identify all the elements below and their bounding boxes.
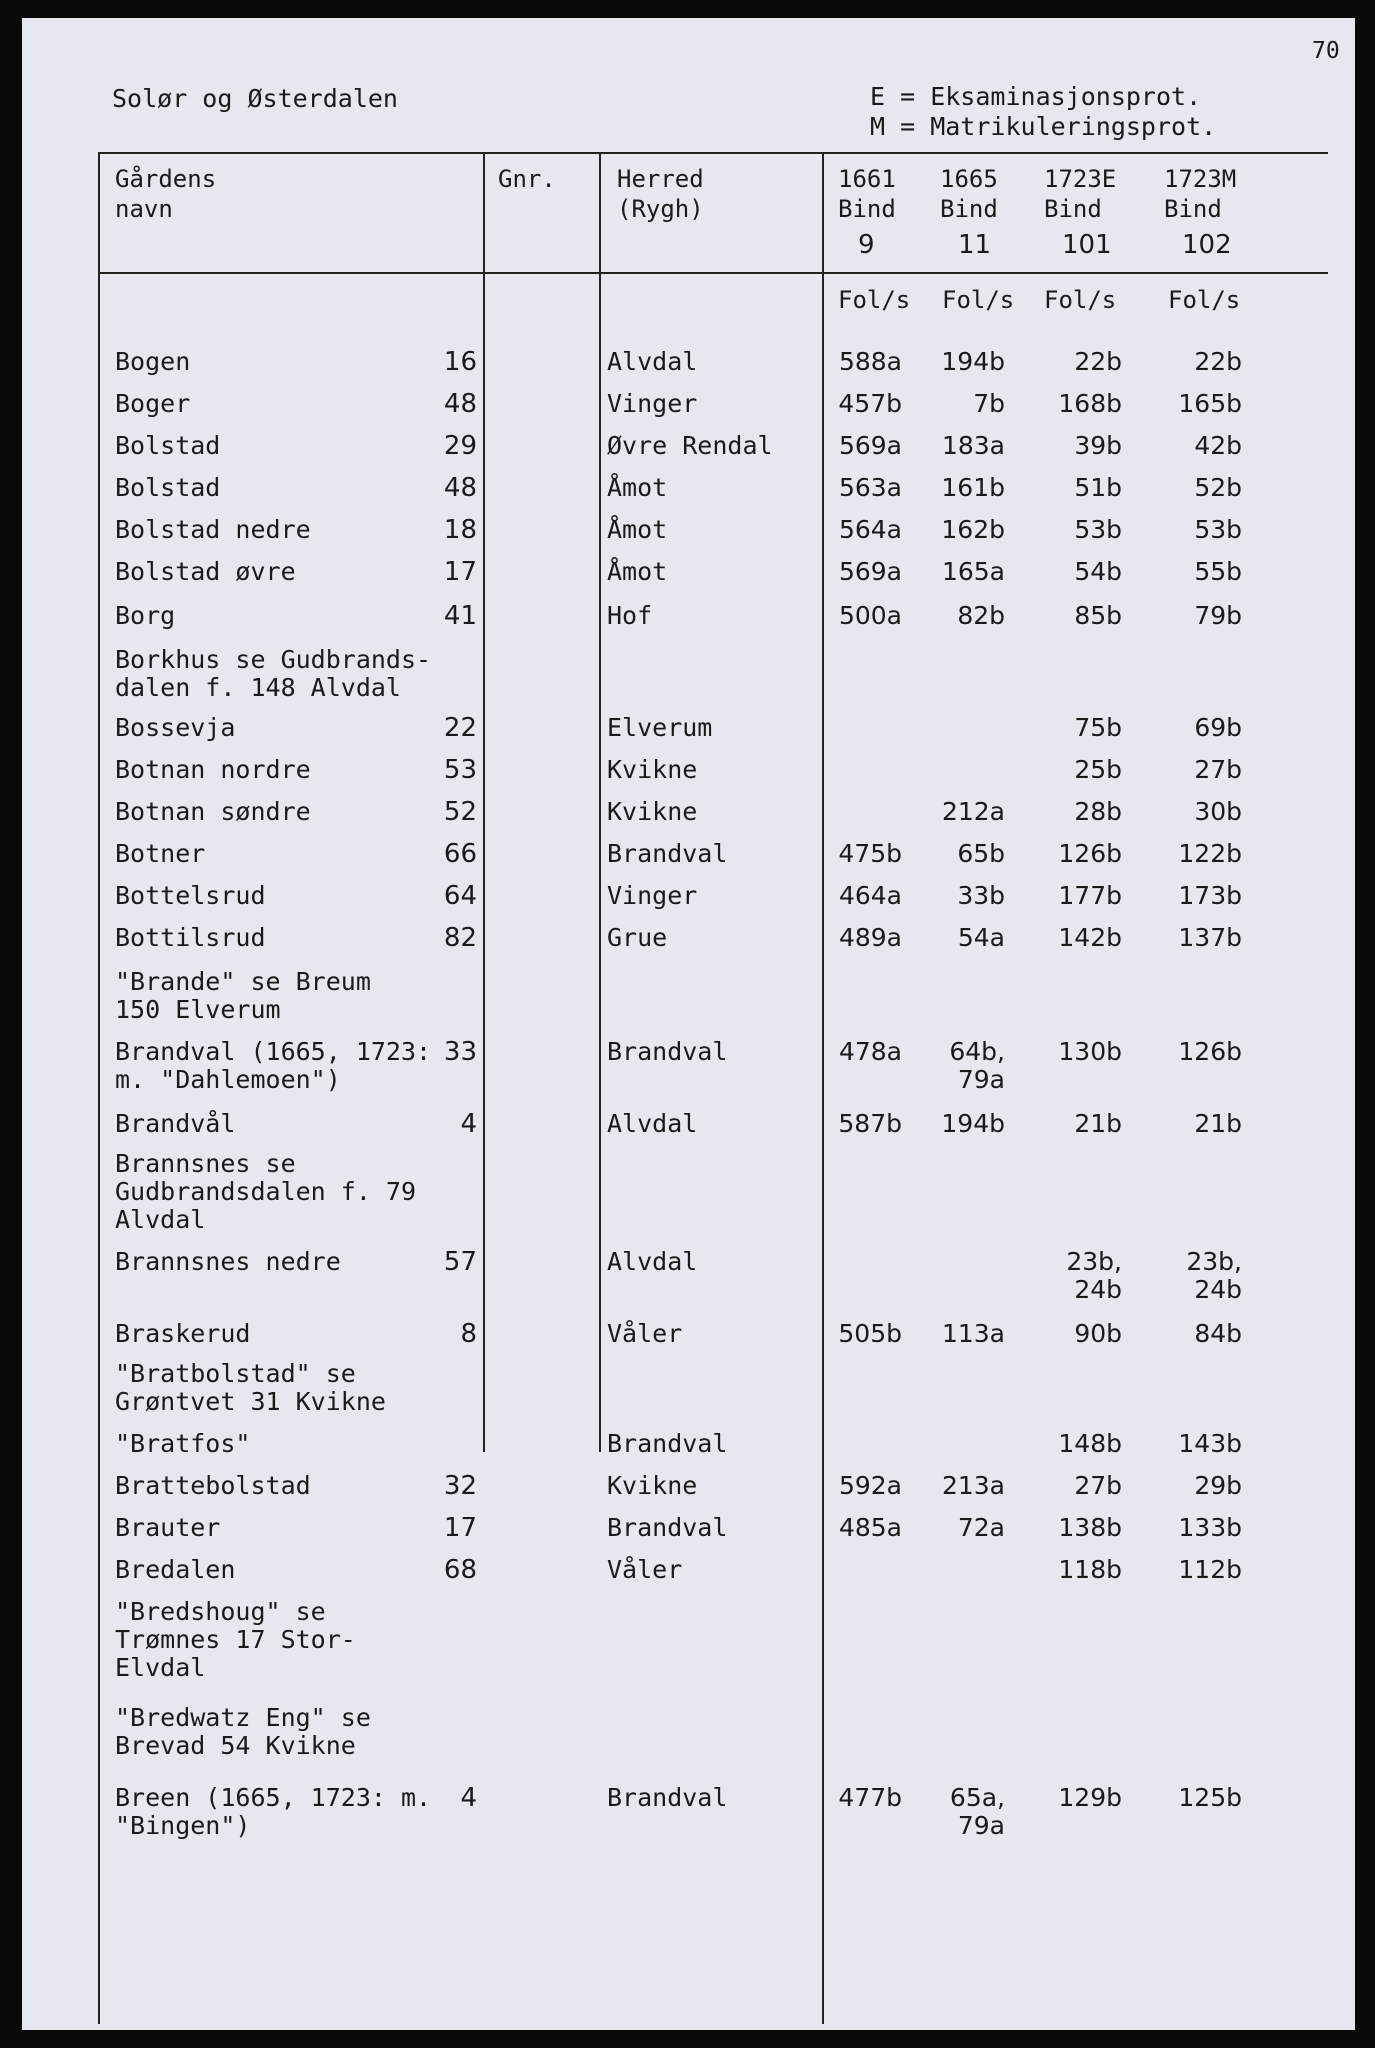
folio-1665: 194b (941, 347, 1005, 376)
folio-1665: 54a (957, 923, 1005, 952)
herred: Brandval (607, 1429, 728, 1458)
farm-name: Bolstad nedre (115, 515, 311, 544)
header-1723e: 1723E Bind (1044, 165, 1117, 223)
folio-1665: 213a (941, 1471, 1005, 1500)
farm-name: "Bredshoug" se Trømnes 17 Stor- Elvdal (115, 1597, 356, 1682)
folio-1661: 489a (838, 923, 902, 952)
herred: Kvikne (607, 1471, 698, 1500)
farm-name: Brannsnes se Gudbrandsdalen f. 79 Alvdal (115, 1149, 417, 1234)
header-1665: 1665 Bind (940, 165, 998, 223)
folio-label-1723m: Fol/s (1168, 286, 1241, 314)
folio-1723m: 23b, 24b (1186, 1247, 1242, 1304)
farm-number-text: 82 (443, 923, 477, 953)
folio-1723e: 90b (1074, 1319, 1122, 1348)
farm-number-text: 53 (443, 755, 477, 785)
folio-1723m: 122b (1178, 839, 1242, 868)
farm-name: Borg (115, 601, 176, 630)
farm-number-text: 52 (443, 797, 477, 827)
herred: Øvre Rendal (607, 431, 773, 460)
folio-1665: 194b (941, 1109, 1005, 1138)
page-number: 70 (1312, 38, 1340, 64)
folio-1723e: 177b (1058, 881, 1122, 910)
folio-1723m: 126b (1178, 1037, 1242, 1066)
folio-1665: 72a (957, 1513, 1005, 1542)
folio-1723e: 53b (1074, 515, 1122, 544)
folio-1661: 505b (838, 1319, 902, 1348)
folio-1661: 485a (838, 1513, 902, 1542)
farm-number-text: 29 (443, 431, 477, 461)
folio-1661: 588a (838, 347, 902, 376)
farm-name: Bredalen (115, 1555, 236, 1584)
folio-1723e: 129b (1058, 1783, 1122, 1812)
herred-bind-divider (822, 152, 824, 2024)
farm-number-text: 8 (460, 1319, 477, 1349)
folio-1723m: 55b (1194, 557, 1242, 586)
folio-1723e: 148b (1058, 1429, 1122, 1458)
folio-1665: 212a (941, 797, 1005, 826)
header-1723m: 1723M Bind (1164, 165, 1237, 223)
farm-name: Bolstad (115, 473, 221, 502)
folio-1723e: 126b (1058, 839, 1122, 868)
farm-number-text: 22 (443, 713, 477, 743)
document-page (22, 18, 1355, 2030)
legend-e: E = Eksaminasjonsprot. (870, 82, 1202, 111)
farm-name: Bossevja (115, 713, 236, 742)
legend (870, 82, 1216, 142)
farm-number-text: 57 (443, 1247, 477, 1277)
farm-name: Botner (115, 839, 206, 868)
folio-1723e: 27b (1074, 1471, 1122, 1500)
bind-number-1665: 11 (958, 230, 992, 260)
folio-1661: 564a (838, 515, 902, 544)
folio-1723m: 22b (1194, 347, 1242, 376)
farm-number-text: 33 (443, 1037, 477, 1067)
folio-1723e: 51b (1074, 473, 1122, 502)
folio-1723e: 25b (1074, 755, 1122, 784)
herred: Brandval (607, 1037, 728, 1066)
herred: Våler (607, 1319, 683, 1348)
bind-number-1723m: 102 (1182, 230, 1232, 260)
folio-1723e: 75b (1074, 713, 1122, 742)
farm-name: "Brande" se Breum 150 Elverum (115, 967, 371, 1024)
farm-name: "Bratfos" (115, 1429, 251, 1458)
farm-number-text: 32 (443, 1471, 477, 1501)
farm-name: "Bredwatz Eng" se Brevad 54 Kvikne (115, 1703, 371, 1760)
herred: Alvdal (607, 1247, 698, 1276)
folio-label-1723e: Fol/s (1044, 286, 1117, 314)
folio-1665: 183a (941, 431, 1005, 460)
farm-name: Bogen (115, 347, 191, 376)
farm-number-text: 68 (443, 1555, 477, 1585)
header-name: Gårdens navn (115, 165, 217, 223)
folio-1661: 569a (838, 557, 902, 586)
folio-1665: 65a, 79a (949, 1783, 1005, 1840)
farm-number-text: 4 (460, 1783, 477, 1813)
herred: Åmot (607, 473, 668, 502)
farm-name: Bottelsrud (115, 881, 266, 910)
folio-1723e: 39b (1074, 431, 1122, 460)
farm-name: Brannsnes nedre (115, 1247, 341, 1276)
header-herred: Herred (Rygh) (617, 165, 704, 223)
farm-name: "Bratbolstad" se Grøntvet 31 Kvikne (115, 1359, 386, 1416)
farm-number-text: 17 (443, 557, 477, 587)
folio-1723m: 21b (1194, 1109, 1242, 1138)
folio-1723m: 79b (1194, 601, 1242, 630)
farm-number-text: 4 (460, 1109, 477, 1139)
folio-1723m: 30b (1194, 797, 1242, 826)
herred: Brandval (607, 1783, 728, 1812)
folio-1661: 477b (838, 1783, 902, 1812)
folio-1723m: 137b (1178, 923, 1242, 952)
folio-1665: 82b (957, 601, 1005, 630)
farm-name: Breen (1665, 1723: m. "Bingen") (115, 1783, 432, 1840)
farm-name: Bottilsrud (115, 923, 266, 952)
table-top-rule (98, 152, 1328, 154)
herred: Åmot (607, 557, 668, 586)
farm-name: Borkhus se Gudbrands- dalen f. 148 Alvdal (115, 645, 432, 702)
folio-1723m: 173b (1178, 881, 1242, 910)
folio-1723m: 29b (1194, 1471, 1242, 1500)
folio-1723e: 22b (1074, 347, 1122, 376)
farm-number-text: 18 (443, 515, 477, 545)
folio-label-1661: Fol/s (838, 286, 911, 314)
folio-1665: 65b (957, 839, 1005, 868)
folio-1661: 478a (838, 1037, 902, 1066)
farm-name: Braskerud (115, 1319, 251, 1348)
folio-1723e: 54b (1074, 557, 1122, 586)
folio-1661: 592a (838, 1471, 902, 1500)
region-title: Solør og Østerdalen (112, 84, 398, 113)
farm-number-text: 66 (443, 839, 477, 869)
farm-number-text: 64 (443, 881, 477, 911)
bind-number-1723e: 101 (1062, 230, 1112, 260)
farm-name: Brandvål (115, 1109, 236, 1138)
farm-name: Brandval (1665, 1723: m. "Dahlemoen") (115, 1037, 432, 1094)
folio-1723m: 125b (1178, 1783, 1242, 1812)
folio-1723e: 138b (1058, 1513, 1122, 1542)
farm-number-text: 41 (443, 601, 477, 631)
folio-1723e: 21b (1074, 1109, 1122, 1138)
folio-1723m: 143b (1178, 1429, 1242, 1458)
herred: Brandval (607, 839, 728, 868)
herred: Åmot (607, 515, 668, 544)
folio-1661: 475b (838, 839, 902, 868)
gnr-herred-divider (599, 152, 601, 1452)
herred: Elverum (607, 713, 713, 742)
folio-1723e: 23b, 24b (1066, 1247, 1122, 1304)
herred: Vinger (607, 881, 698, 910)
folio-1665: 113a (941, 1319, 1005, 1348)
folio-1723m: 133b (1178, 1513, 1242, 1542)
farm-name: Botnan nordre (115, 755, 311, 784)
folio-1665: 64b, 79a (949, 1037, 1005, 1094)
folio-1723e: 130b (1058, 1037, 1122, 1066)
folio-1661: 464a (838, 881, 902, 910)
herred: Våler (607, 1555, 683, 1584)
folio-1723e: 118b (1058, 1555, 1122, 1584)
folio-1723m: 84b (1194, 1319, 1242, 1348)
legend-m: M = Matrikuleringsprot. (870, 112, 1217, 141)
folio-1665: 33b (957, 881, 1005, 910)
header-1661: 1661 Bind (838, 165, 896, 223)
folio-1723m: 112b (1178, 1555, 1242, 1584)
folio-1723e: 168b (1058, 389, 1122, 418)
herred: Kvikne (607, 755, 698, 784)
folio-1723m: 42b (1194, 431, 1242, 460)
farm-name: Botnan søndre (115, 797, 311, 826)
bind-number-1661: 9 (858, 230, 875, 260)
farm-number-text: 17 (443, 1513, 477, 1543)
herred: Kvikne (607, 797, 698, 826)
header-gnr: Gnr. (498, 165, 556, 193)
farm-number-text: 48 (443, 473, 477, 503)
herred: Hof (607, 601, 653, 630)
folio-1661: 500a (838, 601, 902, 630)
farm-name: Brattebolstad (115, 1471, 311, 1500)
farm-name: Bolstad øvre (115, 557, 296, 586)
folio-1723e: 142b (1058, 923, 1122, 952)
header-bottom-rule (98, 272, 1328, 274)
herred: Alvdal (607, 1109, 698, 1138)
farm-name: Brauter (115, 1513, 221, 1542)
farm-number-text: 16 (443, 347, 477, 377)
farm-number-text: 48 (443, 389, 477, 419)
farm-name: Bolstad (115, 431, 221, 460)
herred: Brandval (607, 1513, 728, 1542)
folio-1665: 7b (973, 389, 1005, 418)
table-left-rule (98, 152, 100, 2024)
folio-label-1665: Fol/s (942, 286, 1015, 314)
herred: Vinger (607, 389, 698, 418)
folio-1723m: 53b (1194, 515, 1242, 544)
folio-1665: 165a (941, 557, 1005, 586)
folio-1661: 569a (838, 431, 902, 460)
folio-1723e: 85b (1074, 601, 1122, 630)
folio-1723m: 165b (1178, 389, 1242, 418)
farm-name: Boger (115, 389, 191, 418)
folio-1723m: 52b (1194, 473, 1242, 502)
herred: Grue (607, 923, 668, 952)
folio-1723e: 28b (1074, 797, 1122, 826)
folio-1723m: 69b (1194, 713, 1242, 742)
folio-1661: 587b (838, 1109, 902, 1138)
folio-1665: 161b (941, 473, 1005, 502)
folio-1661: 457b (838, 389, 902, 418)
folio-1723m: 27b (1194, 755, 1242, 784)
herred: Alvdal (607, 347, 698, 376)
folio-1665: 162b (941, 515, 1005, 544)
folio-1661: 563a (838, 473, 902, 502)
